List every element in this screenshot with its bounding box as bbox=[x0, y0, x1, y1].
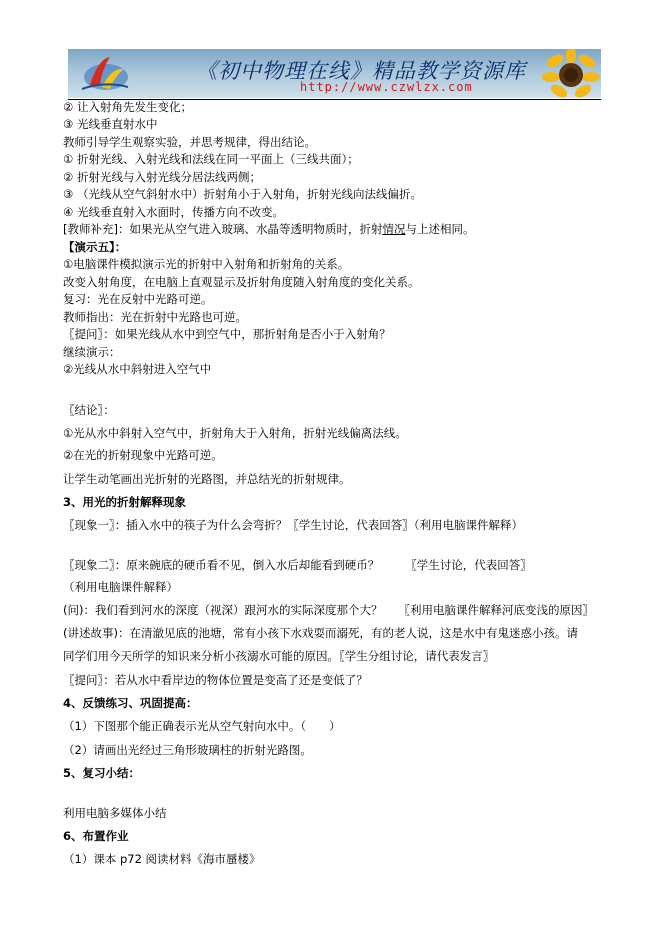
text-line: （1）下图那个能正确表示光从空气射向水中。（ ） bbox=[63, 719, 341, 733]
text-line bbox=[63, 558, 532, 573]
explanation-note: 〖利用电脑课件解释河底变浅的原因〗 bbox=[398, 603, 594, 617]
text-line: （1）课本 p72 阅读材料《海市蜃楼》 bbox=[63, 852, 261, 866]
text-line: ②光线从水中斜射进入空气中 bbox=[63, 362, 212, 376]
text-line: ①电脑课件模拟演示光的折射中入射角和折射角的关系。 bbox=[63, 257, 350, 271]
text-line: 改变入射角度，在电脑上直观显示及折射角度随入射角度的变化关系。 bbox=[63, 275, 420, 289]
text-line: 让学生动笔画出光折射的光路图，并总结光的折射规律。 bbox=[63, 472, 351, 486]
text-line: 继续演示： bbox=[63, 345, 121, 359]
text-line: 教师指出：光在折射中光路也可逆。 bbox=[63, 310, 247, 324]
text-line: （2）请画出光经过三角形玻璃柱的折射光路图。 bbox=[63, 743, 312, 757]
text-line: 复习：光在反射中光路可逆。 bbox=[63, 292, 213, 306]
text-line: ④ 光线垂直射入水面时，传播方向不改变。 bbox=[63, 205, 284, 219]
header-banner bbox=[68, 49, 601, 98]
text-line: 利用电脑多媒体小结 bbox=[63, 806, 167, 820]
text-line: ①光从水中斜射入空气中，折射角大于入射角，折射光线偏离法线。 bbox=[63, 426, 407, 440]
phenomenon-two: 〖现象二〗：原来碗底的硬币看不见，倒入水后却能看到硬币？ bbox=[63, 558, 380, 572]
text-line: ③ （光线从空气斜射水中）折射角小于入射角，折射光线向法线偏折。 bbox=[63, 187, 422, 201]
text-line: ② 让入射角先发生变化； bbox=[63, 100, 192, 114]
text-line: 〖提问〗：若从水中看岸边的物体位置是变高了还是变低了？ bbox=[63, 673, 368, 687]
text-line: ② 折射光线与入射光线分居法线两侧； bbox=[63, 170, 261, 184]
text-line: 〖提问〗：如果光线从水中到空气中，那折射角是否小于入射角？ bbox=[63, 327, 391, 341]
text-line: 〖现象一〗：插入水中的筷子为什么会弯折？〖学生讨论，代表回答〗（利用电脑课件解释） bbox=[63, 518, 523, 532]
teacher-note: [教师补充]：如果光从空气进入玻璃、水晶等透明物质时，折射 bbox=[63, 222, 383, 236]
logo-icon bbox=[76, 51, 132, 96]
demo-heading: 【演示五】： bbox=[63, 240, 127, 254]
text-line: ②在光的折射现象中光路可逆。 bbox=[63, 448, 223, 462]
text-line: （利用电脑课件解释） bbox=[63, 580, 178, 594]
question: (问)：我们看到河水的深度（视深）跟河水的实际深度那个大？ bbox=[63, 603, 383, 617]
text-line bbox=[63, 603, 594, 618]
text-line: 〖结论〗： bbox=[63, 403, 115, 417]
section-heading: 3、用光的折射解释现象 bbox=[63, 495, 187, 509]
section-heading: 5、复习小结： bbox=[63, 766, 141, 780]
section-heading: 4、反馈练习、巩固提高： bbox=[63, 696, 198, 710]
underlined-word: 情况 bbox=[382, 222, 406, 236]
text-line: 教师引导学生观察实验，并思考规律，得出结论。 bbox=[63, 135, 316, 149]
sunflower-icon bbox=[531, 49, 601, 98]
discussion-note: 〖学生讨论，代表回答〗 bbox=[405, 558, 532, 572]
text-line bbox=[63, 222, 474, 237]
text-line: (讲述故事)：在清澈见底的池塘，常有小孩下水戏耍而溺死，有的老人说，这是水中有鬼迷惑小孩。请 bbox=[63, 626, 578, 640]
text-line: ① 折射光线、入射光线和法线在同一平面上（三线共面）； bbox=[63, 152, 359, 166]
text-line: 同学们用今天所学的知识来分析小孩溺水可能的原因。〖学生分组讨论，请代表发言〗 bbox=[63, 649, 495, 663]
banner-title: 《初中物理在线》精品教学资源库 bbox=[196, 59, 526, 83]
section-heading: 6、布置作业 bbox=[63, 829, 129, 843]
banner-url[interactable]: http://www.czwlzx.com bbox=[300, 80, 473, 94]
text-line: ③ 光线垂直射水中 bbox=[63, 117, 158, 131]
teacher-note-end: 与上述相同。 bbox=[405, 222, 475, 236]
